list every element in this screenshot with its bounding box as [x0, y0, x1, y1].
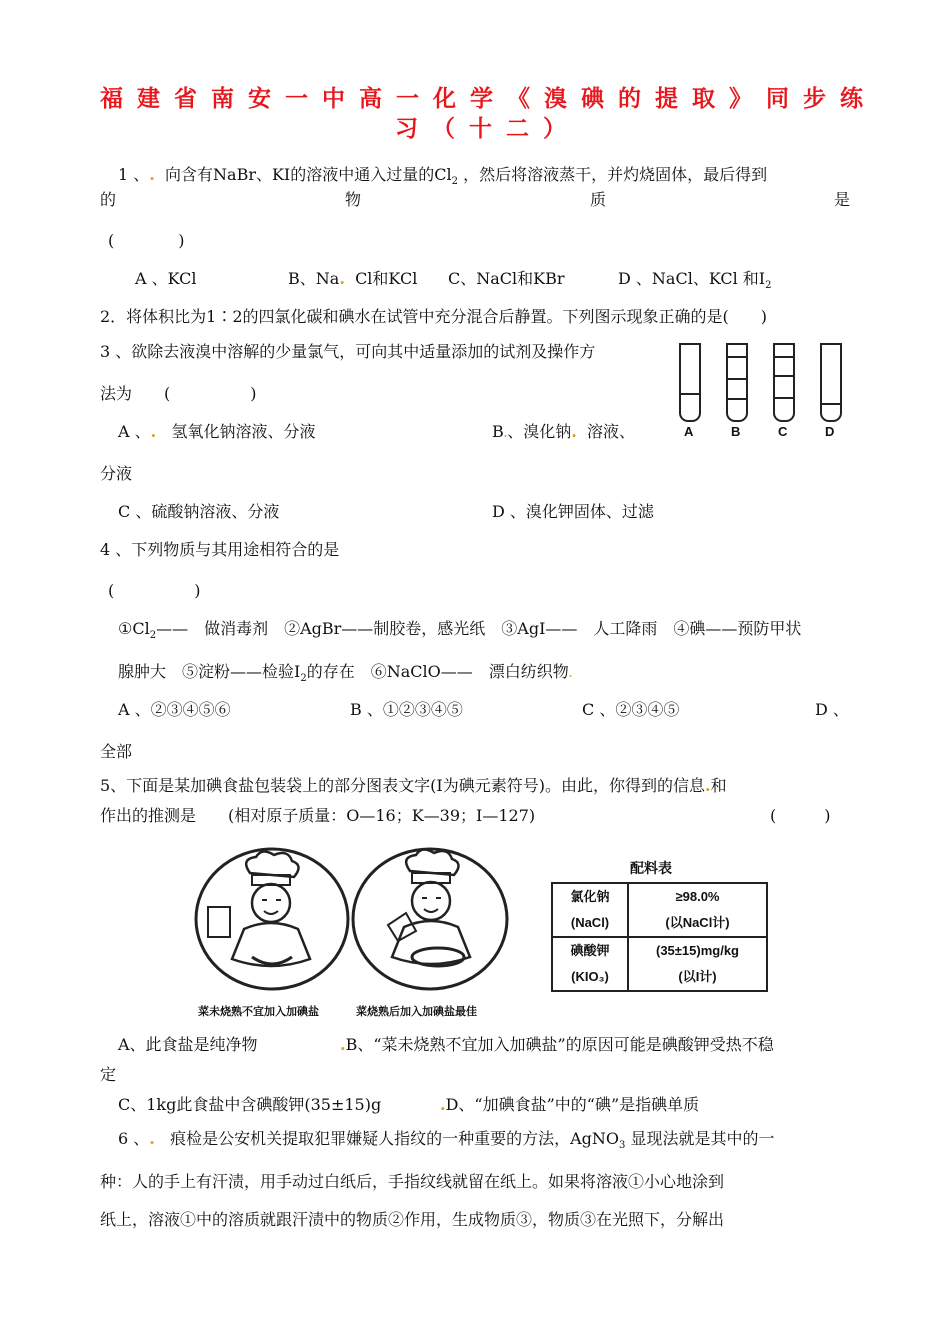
q1-answer-paren: ( ) [108, 231, 185, 250]
table-cell: ≥98.0% [628, 883, 767, 910]
q3-option-b-cont: 分液 [100, 464, 133, 483]
q1-option-a: A 、KCl [135, 269, 197, 288]
tube-label-a: A [684, 424, 694, 439]
q4-option-d: D 、 [815, 700, 849, 719]
tube-b-icon [726, 343, 748, 422]
tube-label-c: C [778, 424, 788, 439]
chef-illustration-left [192, 845, 352, 995]
q1-text-a: 向含有NaBr、KI的溶液中通入过量的Cl [165, 165, 452, 184]
q6-line1: 6 、. 痕检是公安机关提取犯罪嫌疑人指纹的一种重要的方法，AgNO$_3$ 显现法就是其中的一 [118, 1129, 775, 1152]
table-row [552, 964, 767, 991]
tube-a-icon [679, 343, 701, 422]
q4-option-a: A 、②③④⑤⑥ [118, 700, 231, 719]
page-title-line1: 福建省南安一中高一化学《溴碘的提取》同步练 [100, 86, 877, 112]
q1-option-d: D 、NaCl、KCl 和$I_2$ [618, 269, 772, 292]
tube-label-d: D [825, 424, 835, 439]
tube-c-icon [773, 343, 795, 422]
q3-option-c: C 、硫酸钠溶液、分液 [118, 502, 280, 521]
q6-line3: 纸上，溶液①中的溶质就跟汗渍中的物质②作用，生成物质③，物质③在光照下，分解出 [100, 1210, 725, 1229]
q3-option-a: A 、. 氢氧化钠溶液、分液 [118, 422, 316, 441]
q1-line2-w1: 的 [100, 190, 117, 209]
q4-option-b: B 、①②③④⑤ [350, 700, 463, 719]
q1-text-b: ，然后将溶液蒸干，并灼烧固体，最后得到 [463, 165, 768, 184]
q5-option-c: C、1kg此食盐中含碘酸钾(35±15)g [118, 1095, 382, 1114]
table-row [552, 883, 767, 910]
q3-text: 3 、欲除去液溴中溶解的少量氯气，可向其中适量添加的试剂及操作方 [100, 342, 596, 361]
q1-line1: 1 、. 向含有NaBr、KI的溶液中通入过量的$Cl_2$ ，然后将溶液蒸干，并灼烧固体，最后得到 [118, 165, 768, 188]
table-cell: (以I计) [628, 964, 767, 991]
ingredient-table-title: 配料表 [630, 860, 672, 876]
q5-line2: 作出的推测是 (相对原子质量：O—16；K—39；I—127) [100, 806, 536, 825]
ingredient-table [551, 882, 768, 992]
figure-caption-left: 菜未烧熟不宜加入加碘盐 [198, 1006, 319, 1018]
q1-option-c: C、NaCl和KBr [448, 269, 565, 288]
q4-option-c: C 、②③④⑤ [582, 700, 680, 719]
q1-number: 1 、 [118, 165, 150, 184]
q2-text: 2．将体积比为1∶2的四氯化碳和碘水在试管中充分混合后静置。下列图示现象正确的是( ) [100, 307, 768, 326]
q5-text: 5、下面是某加碘食盐包装袋上的部分图表文字(I为碘元素符号)。由此，你得到的信息.和 [100, 776, 727, 795]
q1-line2-w3: 质 [590, 190, 607, 209]
q5-option-a: A、此食盐是纯净物 [118, 1035, 258, 1054]
figure-caption-right: 菜烧熟后加入加碘盐最佳 [356, 1006, 477, 1018]
q4-items-line1: $①Cl_2——$ 做消毒剂 ②AgBr——制胶卷，感光纸 ③AgI—— 人工降雨 ④碘——预防甲状 [118, 619, 802, 642]
q3-option-b: B.、溴化钠. 溶液、 [492, 422, 636, 441]
tube-label-b: B [731, 424, 741, 439]
chef-illustration-right [348, 845, 513, 995]
q1-line2-w2: 物 [345, 190, 362, 209]
page-title-line2: 习（十二） [395, 116, 580, 142]
q3-line2: 法为 ( ) [100, 384, 257, 403]
q5-option-b: .B、“菜未烧熟不宜加入加碘盐”的原因可能是碘酸钾受热不稳 [340, 1035, 774, 1054]
tube-d-icon [820, 343, 842, 422]
q5-option-d: .D、“加碘食盐”中的“碘”是指碘单质 [440, 1095, 700, 1114]
q4-text: 4 、下列物质与其用途相符合的是 [100, 540, 340, 559]
table-cell: (NaCl) [552, 910, 628, 937]
q4-option-d-cont: 全部 [100, 742, 133, 761]
table-cell: 碘酸钾 [552, 937, 628, 964]
q1-option-b: B、Na. Cl和KCl [288, 269, 418, 288]
table-cell: (以NaCl计) [628, 910, 767, 937]
table-row [552, 937, 767, 964]
q5-option-b-cont: 定 [100, 1065, 117, 1084]
q4-items-line2: 腺肿大 ⑤淀粉——检验$I_2$的存在 ⑥NaClO—— 漂白纺织物. [118, 662, 573, 685]
q3-option-d: D 、溴化钾固体、过滤 [492, 502, 654, 521]
q5-answer-paren: ( ) [770, 806, 831, 825]
q4-answer-paren: ( ) [108, 581, 201, 600]
table-cell: (35±15)mg/kg [628, 937, 767, 964]
q1-line2-w4: 是 [834, 190, 851, 209]
table-row [552, 910, 767, 937]
q6-line2: 种：人的手上有汗渍，用手动过白纸后，手指纹线就留在纸上。如果将溶液①小心地涂到 [100, 1172, 725, 1191]
table-cell: (KIO₃) [552, 964, 628, 991]
table-cell: 氯化钠 [552, 883, 628, 910]
